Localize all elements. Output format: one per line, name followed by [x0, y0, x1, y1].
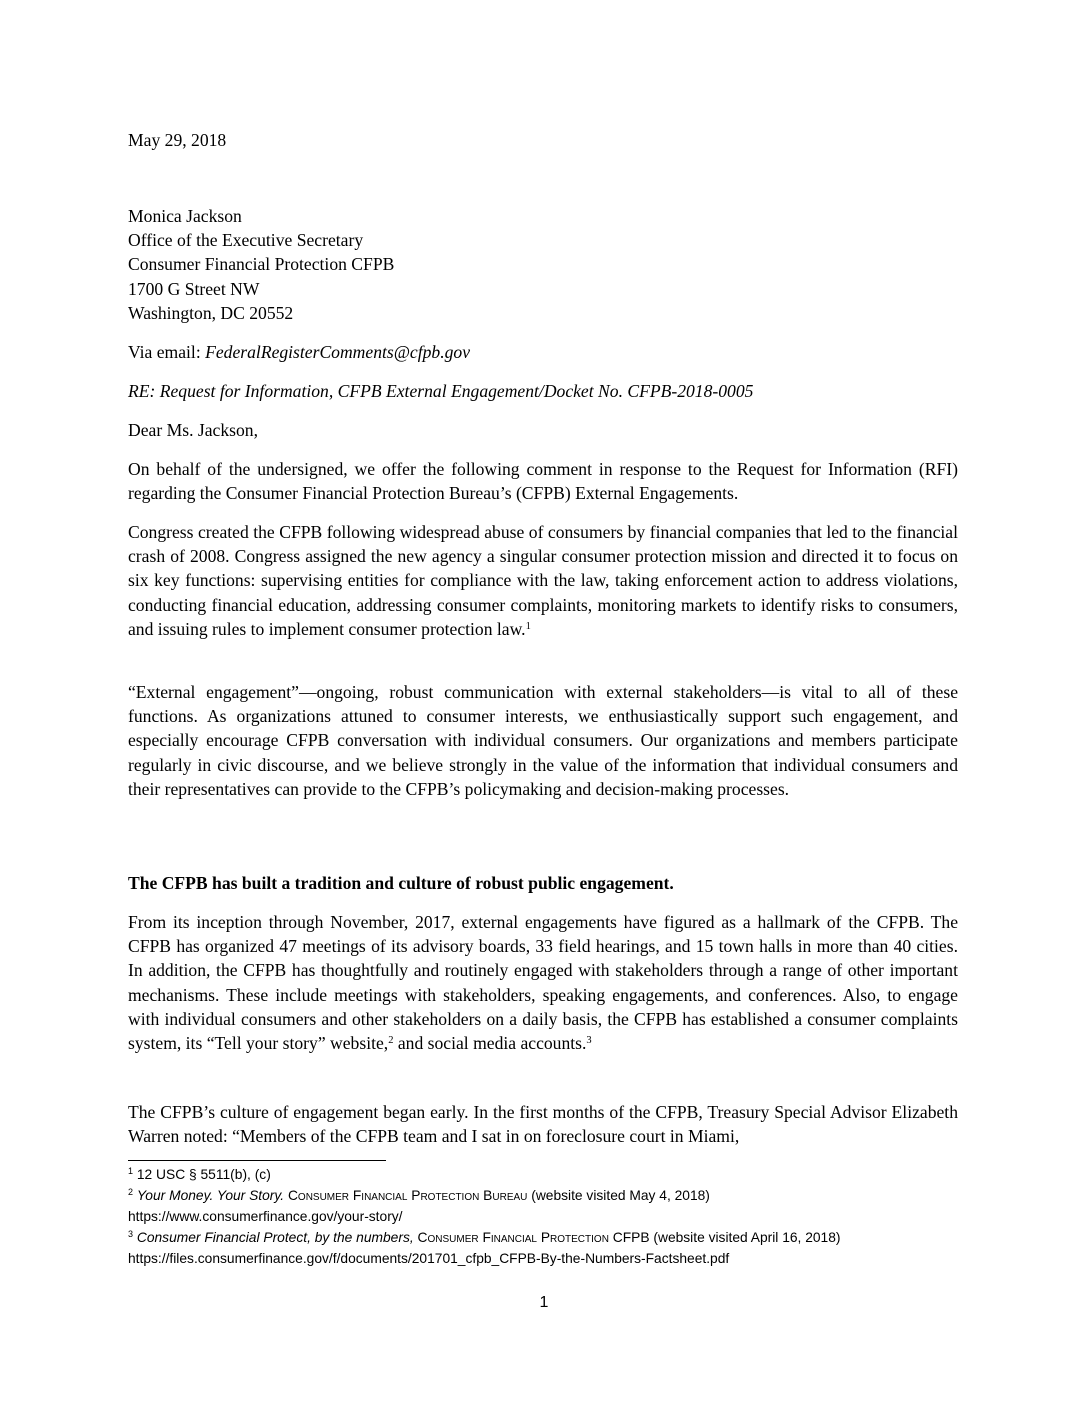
- recipient-organization: Consumer Financial Protection CFPB: [128, 254, 395, 275]
- paragraph-external-engagement: “External engagement”—ongoing, robust communication with external stakeholders—is vital to all of these functions. As organizations attuned to consumer interests, we enthusiastically support such engagement, and especially encourage CFPB conversation with individual consumers. Our organizations and members participate regularly in civic discourse, and we believe strongly in the value of the information that individual consumers and their representatives can provide to the CFPB’s policymaking and decision-making processes.: [128, 682, 958, 799]
- footnote-ref-3[interactable]: 3: [586, 1035, 592, 1047]
- footnote-2: [128, 1185, 1008, 1227]
- footnote-divider: [128, 1160, 386, 1161]
- paragraph-intro: On behalf of the undersigned, we offer the following comment in response to the Request for Information (RFI) regarding the Consumer Financial Protection Bureau’s (CFPB) External Engagements.: [128, 459, 958, 504]
- recipient-city: Washington, DC 20552: [128, 302, 294, 323]
- footnote-1-number: 1: [128, 1166, 134, 1176]
- paragraph-congress-text: Congress created the CFPB following widespread abuse of consumers by financial companies that led to the financial crash of 2008. Congress assigned the new agency a singular consumer protection mission and directed it to focus on six key functions: supervising entities for compliance with the law, taking enforcement action to address violations, conducting financial education, addressing consumer complaints, monitoring markets to identify risks to consumers, and issuing rules to implement consumer protection law.: [128, 522, 958, 639]
- footnote-3-url[interactable]: https://files.consumerfinance.gov/f/documents/201701_cfpb_CFPB-By-the-Numbers-Factsheet.pdf: [128, 1251, 730, 1266]
- re-line: RE: Request for Information, CFPB External Engagement/Docket No. CFPB-2018-0005: [128, 381, 754, 401]
- paragraph-inception: [128, 910, 958, 1055]
- paragraph-inception-tail: and social media accounts.: [393, 1033, 587, 1054]
- paragraph-inception-text: From its inception through November, 2017, external engagements have figured as a hallmark of the CFPB. The CFPB has organized 47 meetings of its advisory boards, 33 field hearings, and 15 town halls in more than 40 cities. In addition, the CFPB has thoughtfully and routinely engaged with stakeholders through a range of other important mechanisms. These include meetings with stakeholders, speaking engagements, and conferences. Also, to engage with individual consumers and other stakeholders on a daily basis, the CFPB has established a consumer complaints system, its “Tell your story” website,: [128, 912, 958, 1054]
- recipient-office: Office of the Executive Secretary: [128, 230, 364, 251]
- footnote-1-text: 12 USC § 5511(b), (c): [136, 1167, 271, 1182]
- footnote-1: [128, 1164, 1008, 1185]
- paragraph-culture: The CFPB’s culture of engagement began early. In the first months of the CFPB, Treasury Special Advisor Elizabeth Warren noted: “Members of the CFPB team and I sat in on foreclosure court in Miami,: [128, 1102, 958, 1147]
- via-email-line: [128, 340, 958, 364]
- footnote-2-url[interactable]: https://www.consumerfinance.gov/your-story/: [128, 1209, 403, 1224]
- section-heading: The CFPB has built a tradition and culture of robust public engagement.: [128, 873, 674, 893]
- via-email-address[interactable]: FederalRegisterComments@cfpb.gov: [205, 342, 471, 362]
- footnote-3-line: [128, 1227, 1008, 1248]
- footnote-ref-2[interactable]: 2: [388, 1035, 394, 1047]
- footnote-3-note: (website visited April 16, 2018): [649, 1230, 841, 1245]
- via-email-prefix: Via email:: [128, 342, 206, 362]
- footnote-ref-1[interactable]: 1: [525, 620, 531, 632]
- letter-date: May 29, 2018: [128, 130, 227, 150]
- footnote-2-line: [128, 1185, 1008, 1206]
- footnote-2-number: 2: [128, 1187, 134, 1197]
- recipient-street: 1700 G Street NW: [128, 278, 260, 299]
- salutation: Dear Ms. Jackson,: [128, 420, 258, 440]
- footnote-2-note: (website visited May 4, 2018): [527, 1188, 710, 1203]
- recipient-address: [128, 204, 958, 325]
- footnote-2-source: Consumer Financial Protection Bureau: [287, 1188, 528, 1203]
- paragraph-congress: [128, 520, 958, 641]
- footnote-3: [128, 1227, 1008, 1269]
- footnote-3-source: Consumer Financial Protection CFPB: [417, 1230, 650, 1245]
- footnote-3-number: 3: [128, 1229, 134, 1239]
- footnote-3-title: Consumer Financial Protect, by the numbers,: [136, 1230, 414, 1245]
- recipient-name: Monica Jackson: [128, 206, 242, 226]
- footnote-2-title: Your Money. Your Story.: [136, 1188, 285, 1203]
- page-number: 1: [539, 1294, 549, 1311]
